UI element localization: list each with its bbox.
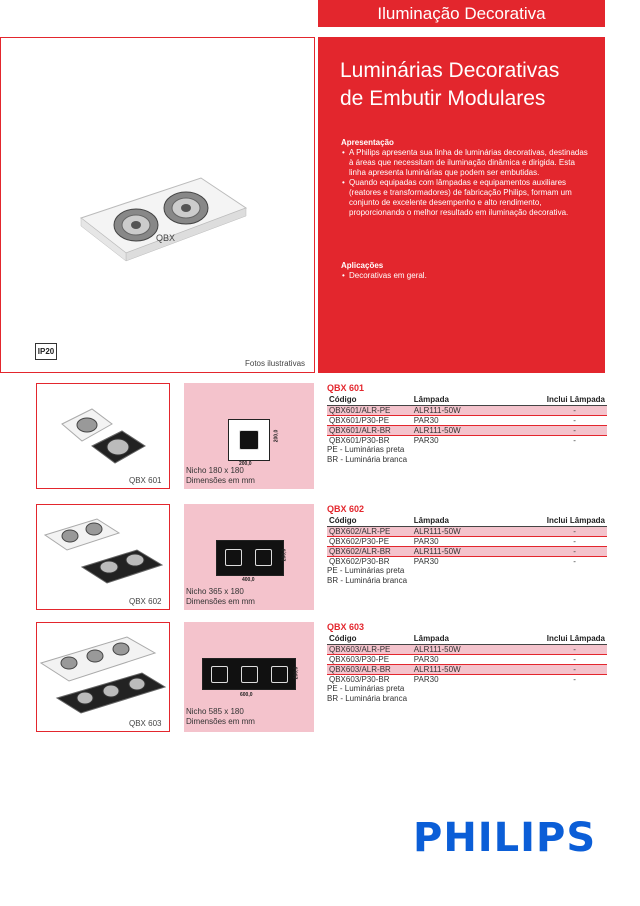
table-row bbox=[327, 436, 607, 446]
product-photo-qbx601 bbox=[36, 383, 170, 489]
dimension-width: 400,0 bbox=[242, 577, 255, 583]
table-row bbox=[327, 655, 607, 665]
apresentacao-section bbox=[341, 138, 593, 218]
photos-note: Fotos ilustrativas bbox=[245, 359, 306, 368]
cell-includes: - bbox=[477, 426, 607, 436]
product-spec-qbx602 bbox=[327, 504, 607, 586]
lamp-hole bbox=[255, 549, 272, 566]
cell-lamp: PAR30 bbox=[413, 416, 439, 425]
table-row bbox=[327, 416, 607, 426]
cell-code: QBX602/P30-BR bbox=[329, 557, 390, 566]
lamp-hole bbox=[241, 666, 258, 683]
legend-pe: PE - Luminárias preta bbox=[327, 566, 405, 575]
col-lamp: Lâmpada bbox=[412, 632, 478, 645]
luminaire-photo bbox=[37, 384, 169, 488]
hero-photo-caption: QBX bbox=[156, 233, 176, 243]
legend-br: BR - Luminária branca bbox=[327, 694, 408, 703]
product-dimension-panel bbox=[184, 622, 314, 732]
product-dimension-panel bbox=[184, 504, 314, 610]
cell-code: QBX602/P30-PE bbox=[329, 537, 390, 546]
col-includes: Inclui Lâmpada bbox=[477, 514, 607, 527]
table-row bbox=[327, 406, 607, 416]
cutout-outline bbox=[202, 658, 296, 690]
niche-size: Nicho 180 x 180 bbox=[186, 466, 244, 475]
product-photo-label: QBX 602 bbox=[129, 597, 162, 606]
legend-br: BR - Luminária branca bbox=[327, 455, 408, 464]
product-table bbox=[327, 632, 607, 684]
cell-includes: - bbox=[477, 527, 607, 537]
lamp-hole bbox=[271, 666, 288, 683]
cell-includes: - bbox=[573, 675, 576, 684]
apresentacao-heading: Apresentação bbox=[341, 138, 394, 147]
cell-lamp: PAR30 bbox=[413, 537, 439, 546]
col-includes: Inclui Lâmpada bbox=[477, 393, 607, 406]
legend-pe: PE - Luminárias preta bbox=[327, 684, 405, 693]
table-row bbox=[327, 547, 607, 557]
cell-includes: - bbox=[477, 406, 607, 416]
dimensions-note: Dimensões em mm bbox=[186, 476, 255, 485]
dimension-width: 200,0 bbox=[239, 461, 252, 467]
aplicacoes-heading: Aplicações bbox=[341, 261, 384, 270]
cell-lamp: ALR111-50W bbox=[412, 527, 478, 537]
col-lamp: Lâmpada bbox=[412, 393, 478, 406]
legend-pe: PE - Luminárias preta bbox=[327, 445, 405, 454]
cell-code: QBX602/ALR-BR bbox=[327, 547, 412, 557]
table-row bbox=[327, 537, 607, 547]
product-photo-label: QBX 603 bbox=[129, 719, 162, 728]
apresentacao-item: • A Philips apresenta sua linha de luminárias decorativas, destinadas à áreas que necessitam de iluminação dinâmica e dirigida. Esta linha apresenta luminárias que podem ser embutidas. bbox=[349, 148, 593, 178]
dimension-height: 200,0 bbox=[281, 548, 288, 562]
cell-lamp: PAR30 bbox=[413, 436, 439, 445]
cell-code: QBX601/ALR-PE bbox=[327, 406, 412, 416]
product-title: QBX 601 bbox=[327, 383, 365, 393]
table-row bbox=[327, 557, 607, 567]
dimensions-note: Dimensões em mm bbox=[186, 597, 255, 606]
luminaire-photo bbox=[61, 158, 261, 278]
luminaire-photo bbox=[37, 623, 169, 731]
cell-code: QBX603/P30-PE bbox=[329, 655, 390, 664]
legend-br: BR - Luminária branca bbox=[327, 576, 408, 585]
apresentacao-item: • Quando equipadas com lâmpadas e equipamentos auxiliares (reatores e transformadores) de fabricação Philips, formam um conjunto de excelente desempenho e alto rendimento, proporcionando o melhor resultado em iluminação decorativa. bbox=[349, 178, 593, 218]
product-title: QBX 603 bbox=[327, 622, 365, 632]
product-table bbox=[327, 393, 607, 445]
cell-code: QBX601/P30-BR bbox=[329, 436, 390, 445]
col-code: Código bbox=[327, 632, 412, 645]
lamp-hole bbox=[211, 666, 228, 683]
col-code: Código bbox=[327, 393, 412, 406]
cell-code: QBX603/P30-BR bbox=[329, 675, 390, 684]
cell-includes: - bbox=[573, 557, 576, 566]
dimensions-note: Dimensões em mm bbox=[186, 717, 255, 726]
niche-size: Nicho 585 x 180 bbox=[186, 707, 244, 716]
cell-includes: - bbox=[573, 655, 576, 664]
cell-includes: - bbox=[477, 665, 607, 675]
cell-lamp: PAR30 bbox=[413, 655, 439, 664]
cell-lamp: ALR111-50W bbox=[412, 645, 478, 655]
product-photo-label: QBX 601 bbox=[129, 476, 162, 485]
hero-photo-panel bbox=[0, 37, 315, 373]
cell-code: QBX603/ALR-BR bbox=[327, 665, 412, 675]
aplicacoes-section bbox=[341, 261, 593, 281]
table-row bbox=[327, 645, 607, 655]
cell-code: QBX601/P30-PE bbox=[329, 416, 390, 425]
table-row bbox=[327, 675, 607, 685]
col-lamp: Lâmpada bbox=[412, 514, 478, 527]
cell-lamp: ALR111-50W bbox=[412, 406, 478, 416]
page-title-line1: Luminárias Decorativas bbox=[340, 59, 560, 82]
page-title-line2: de Embutir Modulares bbox=[340, 87, 546, 110]
product-spec-qbx603 bbox=[327, 622, 607, 704]
page-title bbox=[340, 57, 595, 113]
cell-code: QBX602/ALR-PE bbox=[327, 527, 412, 537]
cell-code: QBX603/ALR-PE bbox=[327, 645, 412, 655]
aplicacoes-item: • Decorativas em geral. bbox=[349, 271, 593, 281]
cell-includes: - bbox=[477, 547, 607, 557]
dimension-width: 600,0 bbox=[240, 692, 253, 698]
cell-lamp: ALR111-50W bbox=[412, 547, 478, 557]
product-table bbox=[327, 514, 607, 566]
product-photo-qbx603 bbox=[36, 622, 170, 732]
niche-size: Nicho 365 x 180 bbox=[186, 587, 244, 596]
cell-lamp: ALR111-50W bbox=[412, 426, 478, 436]
product-dimension-panel bbox=[184, 383, 314, 489]
table-row bbox=[327, 527, 607, 537]
product-spec-qbx601 bbox=[327, 383, 607, 465]
lamp-hole bbox=[239, 430, 259, 450]
cutout-outline bbox=[228, 419, 270, 461]
section-header: Iluminação Decorativa bbox=[318, 0, 605, 27]
col-includes: Inclui Lâmpada bbox=[477, 632, 607, 645]
ip-rating-badge: IP20 bbox=[35, 343, 57, 360]
dimension-height: 200,0 bbox=[293, 666, 300, 680]
luminaire-photo bbox=[37, 505, 169, 609]
table-row bbox=[327, 426, 607, 436]
col-code: Código bbox=[327, 514, 412, 527]
cell-lamp: PAR30 bbox=[413, 557, 439, 566]
cutout-outline bbox=[216, 540, 284, 576]
cell-lamp: PAR30 bbox=[413, 675, 439, 684]
cell-includes: - bbox=[573, 436, 576, 445]
lamp-hole bbox=[225, 549, 242, 566]
cell-includes: - bbox=[573, 416, 576, 425]
product-title: QBX 602 bbox=[327, 504, 365, 514]
table-row bbox=[327, 665, 607, 675]
cell-includes: - bbox=[477, 645, 607, 655]
cell-lamp: ALR111-50W bbox=[412, 665, 478, 675]
dimension-height: 200,0 bbox=[273, 429, 280, 443]
philips-logo: PHILIPS bbox=[413, 815, 597, 861]
cell-code: QBX601/ALR-BR bbox=[327, 426, 412, 436]
cell-includes: - bbox=[573, 537, 576, 546]
product-photo-qbx602 bbox=[36, 504, 170, 610]
